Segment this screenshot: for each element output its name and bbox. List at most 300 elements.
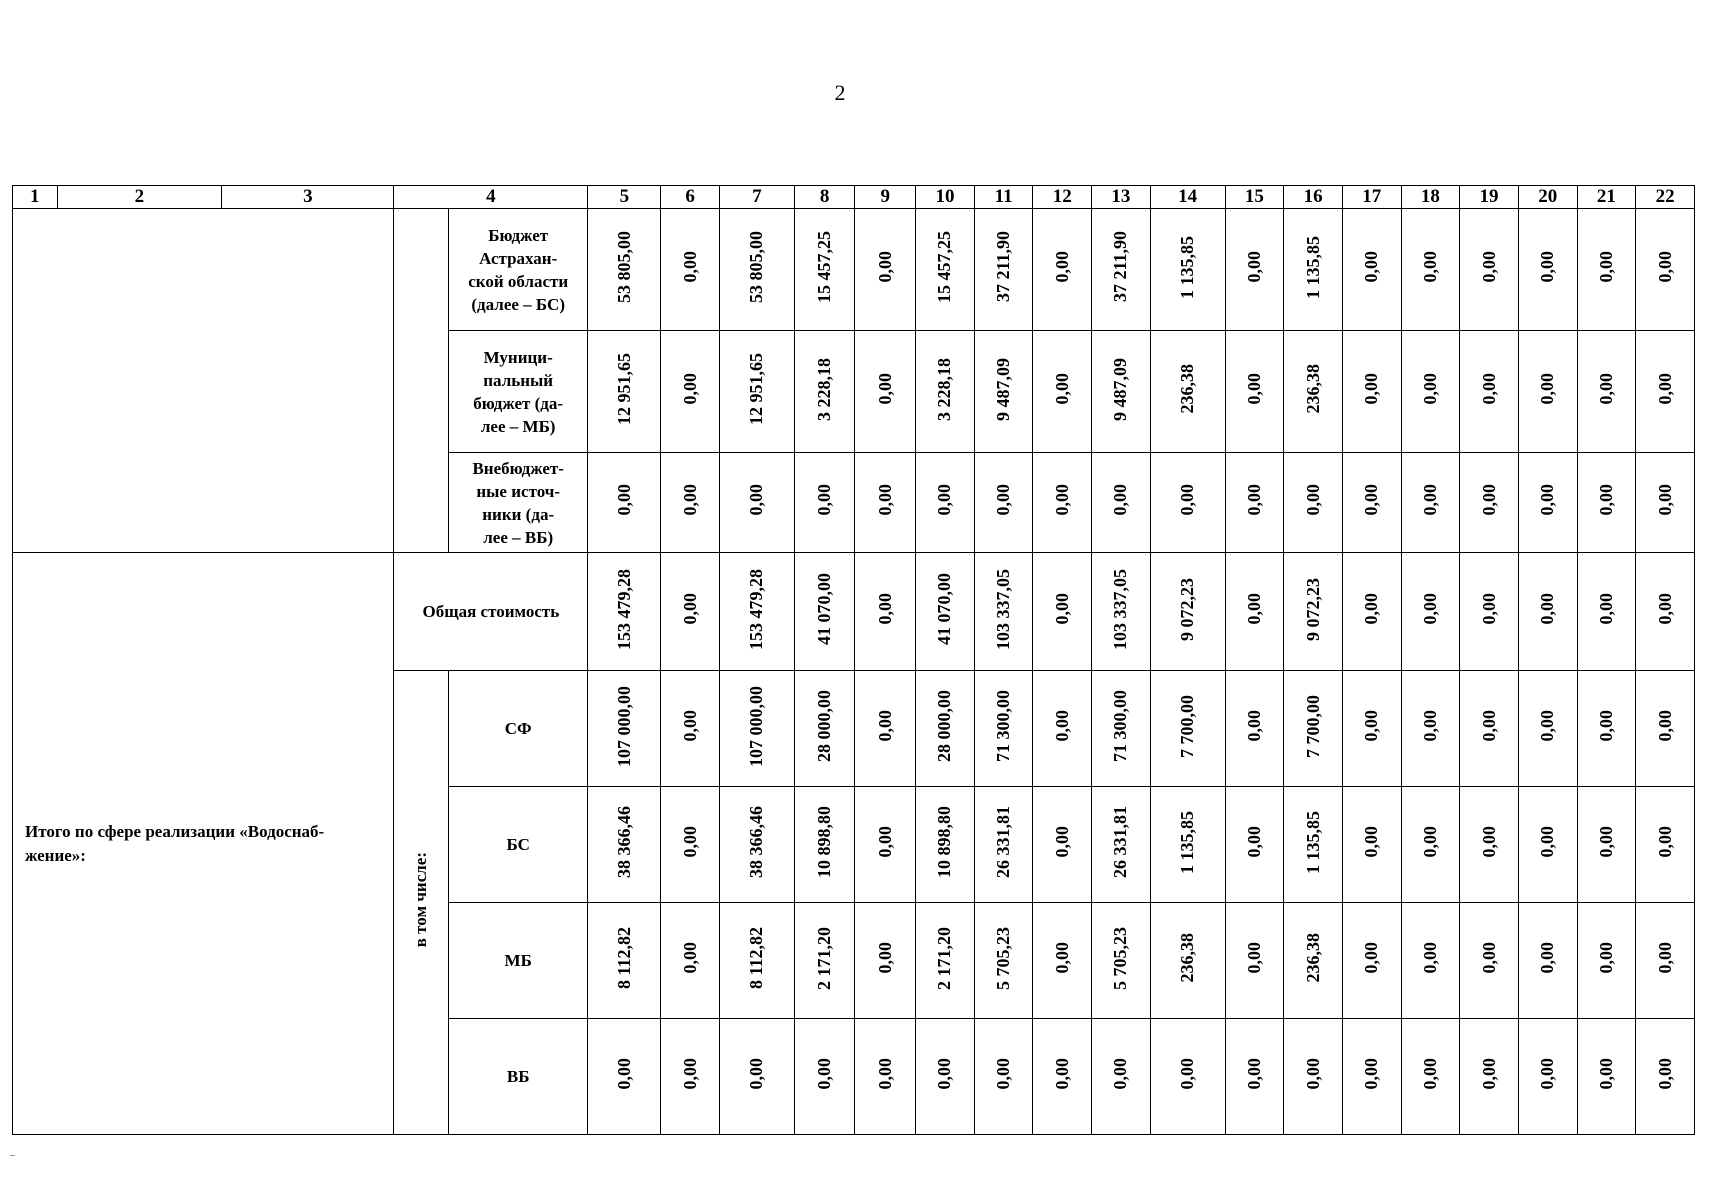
value-cell: [1033, 209, 1092, 331]
value-cell: [974, 903, 1033, 1019]
header-row: [13, 186, 1695, 209]
value-text: 0,00: [1595, 942, 1616, 974]
value-text: 26 331,81: [993, 806, 1014, 878]
header-cell: 13: [1092, 186, 1151, 209]
value-text: 0,00: [1595, 1058, 1616, 1090]
value-text: 0,00: [1595, 826, 1616, 858]
header-cell: 17: [1342, 186, 1401, 209]
value-cell: [1401, 671, 1460, 787]
header-cell: 20: [1518, 186, 1577, 209]
value-text: 0,00: [1419, 826, 1440, 858]
value-text: 0,00: [1243, 373, 1264, 405]
source-label: ВБ: [448, 1019, 588, 1135]
value-cell: [1401, 1019, 1460, 1135]
value-cell: [719, 453, 794, 553]
value-cell: [588, 553, 661, 671]
value-text: 0,00: [679, 484, 700, 516]
value-text: 9 487,09: [1110, 357, 1131, 421]
value-cell: [1092, 903, 1151, 1019]
value-text: 0,00: [1361, 826, 1382, 858]
value-cell: [1092, 209, 1151, 331]
value-text: 0,00: [679, 373, 700, 405]
value-text: 0,00: [1110, 484, 1131, 516]
value-cell: [1150, 209, 1225, 331]
value-text: 0,00: [1537, 251, 1558, 283]
value-text: 71 300,00: [1110, 690, 1131, 762]
value-text: 0,00: [1478, 373, 1499, 405]
value-cell: [661, 671, 720, 787]
value-text: 0,00: [1654, 710, 1675, 742]
value-cell: [1401, 787, 1460, 903]
value-cell: [794, 553, 855, 671]
value-cell: [661, 553, 720, 671]
value-cell: [1577, 331, 1636, 453]
value-text: 0,00: [1537, 710, 1558, 742]
value-cell: [916, 209, 975, 331]
value-cell: [1033, 671, 1092, 787]
value-cell: [1092, 787, 1151, 903]
value-text: 0,00: [1595, 251, 1616, 283]
value-text: 0,00: [1243, 942, 1264, 974]
value-cell: [1092, 331, 1151, 453]
value-text: 0,00: [1654, 1058, 1675, 1090]
value-text: 1 135,85: [1177, 810, 1198, 874]
value-cell: [1150, 331, 1225, 453]
value-cell: [1092, 671, 1151, 787]
header-cell: 8: [794, 186, 855, 209]
value-text: 0,00: [1419, 1058, 1440, 1090]
value-text: 0,00: [1595, 484, 1616, 516]
value-text: 0,00: [874, 593, 895, 625]
value-text: 5 705,23: [1110, 926, 1131, 990]
value-text: 7 700,00: [1302, 694, 1323, 758]
value-cell: [1636, 1019, 1695, 1135]
header-cell: 15: [1225, 186, 1284, 209]
value-cell: [1225, 209, 1284, 331]
value-cell: [1401, 553, 1460, 671]
header-cell: 1: [13, 186, 58, 209]
value-cell: [1150, 553, 1225, 671]
value-cell: [1284, 903, 1343, 1019]
value-cell: [794, 903, 855, 1019]
value-cell: [1636, 331, 1695, 453]
source-label: МБ: [448, 903, 588, 1019]
empty-object-cell: [13, 209, 394, 553]
value-text: 0,00: [1361, 484, 1382, 516]
value-cell: [794, 209, 855, 331]
value-text: 0,00: [1478, 710, 1499, 742]
value-cell: [1636, 671, 1695, 787]
value-text: 0,00: [1654, 826, 1675, 858]
value-cell: [916, 453, 975, 553]
value-cell: [1401, 453, 1460, 553]
value-cell: [1518, 209, 1577, 331]
value-text: 0,00: [1478, 251, 1499, 283]
value-text: 0,00: [746, 484, 767, 516]
value-cell: [719, 1019, 794, 1135]
value-text: 0,00: [1051, 942, 1072, 974]
value-text: 0,00: [1361, 373, 1382, 405]
value-text: 15 457,25: [814, 231, 835, 303]
value-cell: [1033, 903, 1092, 1019]
value-text: 0,00: [1051, 826, 1072, 858]
value-cell: [855, 1019, 916, 1135]
value-cell: [974, 1019, 1033, 1135]
value-text: 0,00: [1654, 942, 1675, 974]
value-text: 0,00: [1537, 593, 1558, 625]
value-text: 0,00: [1361, 942, 1382, 974]
fund-label: Бюджет Астрахан- ской области (далее – БС): [448, 209, 588, 331]
value-cell: [1342, 1019, 1401, 1135]
value-text: 0,00: [1537, 484, 1558, 516]
value-cell: [1225, 553, 1284, 671]
budget-table: [12, 185, 1695, 1135]
value-cell: [1342, 671, 1401, 787]
value-cell: [588, 903, 661, 1019]
value-text: 103 337,05: [1110, 568, 1131, 650]
value-cell: [661, 209, 720, 331]
value-text: 2 171,20: [814, 926, 835, 990]
value-text: 38 366,46: [613, 806, 634, 878]
header-cell: 14: [1150, 186, 1225, 209]
value-text: 8 112,82: [613, 926, 634, 989]
value-cell: [1577, 553, 1636, 671]
value-text: 71 300,00: [993, 690, 1014, 762]
value-text: 1 135,85: [1302, 235, 1323, 299]
value-cell: [794, 331, 855, 453]
value-cell: [1577, 209, 1636, 331]
value-text: 0,00: [1419, 373, 1440, 405]
value-text: 0,00: [1654, 251, 1675, 283]
value-text: 0,00: [679, 251, 700, 283]
value-text: 0,00: [1478, 826, 1499, 858]
value-cell: [1460, 787, 1519, 903]
value-cell: [719, 331, 794, 453]
value-cell: [1033, 787, 1092, 903]
value-text: 3 228,18: [934, 357, 955, 421]
value-cell: [1460, 453, 1519, 553]
value-text: 0,00: [1243, 710, 1264, 742]
value-text: 0,00: [679, 826, 700, 858]
value-cell: [1284, 1019, 1343, 1135]
value-text: 28 000,00: [934, 690, 955, 762]
value-cell: [1577, 671, 1636, 787]
value-cell: [1460, 553, 1519, 671]
value-text: 0,00: [1361, 593, 1382, 625]
value-cell: [916, 787, 975, 903]
value-text: 0,00: [1478, 593, 1499, 625]
value-text: 2 171,20: [934, 926, 955, 990]
value-text: 0,00: [1654, 373, 1675, 405]
value-cell: [661, 331, 720, 453]
value-cell: [1460, 209, 1519, 331]
value-text: 3 228,18: [814, 357, 835, 421]
header-cell: 18: [1401, 186, 1460, 209]
value-text: 0,00: [1419, 942, 1440, 974]
value-cell: [855, 787, 916, 903]
general-cost-label: Общая стоимость: [394, 553, 588, 671]
value-text: 0,00: [1051, 710, 1072, 742]
value-text: 12 951,65: [613, 353, 634, 425]
value-cell: [588, 209, 661, 331]
value-text: 103 337,05: [993, 568, 1014, 650]
value-text: 0,00: [1654, 593, 1675, 625]
value-cell: [1284, 331, 1343, 453]
value-text: 0,00: [1595, 373, 1616, 405]
value-text: 0,00: [613, 1058, 634, 1090]
value-cell: [1225, 903, 1284, 1019]
value-text: 9 072,23: [1302, 577, 1323, 641]
value-text: 41 070,00: [934, 573, 955, 645]
value-text: 0,00: [1177, 1058, 1198, 1090]
value-text: 0,00: [814, 1058, 835, 1090]
value-cell: [1284, 453, 1343, 553]
value-cell: [1033, 331, 1092, 453]
value-text: 0,00: [1302, 1058, 1323, 1090]
header-cell: 6: [661, 186, 720, 209]
value-text: 0,00: [874, 484, 895, 516]
value-text: 0,00: [1243, 593, 1264, 625]
value-cell: [588, 787, 661, 903]
value-cell: [1342, 903, 1401, 1019]
value-text: 153 479,28: [613, 568, 634, 650]
scan-mark: [10, 1155, 15, 1156]
value-cell: [719, 209, 794, 331]
value-text: 41 070,00: [814, 573, 835, 645]
value-cell: [1577, 1019, 1636, 1135]
value-text: 0,00: [1419, 710, 1440, 742]
value-cell: [1092, 1019, 1151, 1135]
value-cell: [1342, 331, 1401, 453]
value-cell: [916, 553, 975, 671]
value-cell: [1518, 331, 1577, 453]
value-text: 0,00: [1419, 593, 1440, 625]
total-title: Итого по сфере реализации «Водоснаб- жение»:: [13, 553, 394, 1135]
value-cell: [1033, 453, 1092, 553]
value-text: 8 112,82: [746, 926, 767, 989]
value-cell: [1225, 787, 1284, 903]
value-text: 107 000,00: [613, 685, 634, 767]
value-text: 0,00: [1478, 1058, 1499, 1090]
header-cell: 7: [719, 186, 794, 209]
value-text: 1 135,85: [1302, 810, 1323, 874]
value-cell: [855, 553, 916, 671]
value-text: 0,00: [874, 826, 895, 858]
value-cell: [1577, 787, 1636, 903]
including-label: [394, 671, 449, 1135]
value-cell: [855, 903, 916, 1019]
value-cell: [719, 671, 794, 787]
value-text: 0,00: [1419, 251, 1440, 283]
value-text: 53 805,00: [613, 231, 634, 303]
value-text: 107 000,00: [746, 685, 767, 767]
including-label-text: в том числе:: [411, 852, 431, 948]
value-text: 0,00: [1595, 710, 1616, 742]
value-text: 7 700,00: [1177, 694, 1198, 758]
value-cell: [588, 453, 661, 553]
header-cell: 9: [855, 186, 916, 209]
value-text: 0,00: [679, 942, 700, 974]
value-text: 0,00: [1537, 942, 1558, 974]
value-cell: [1033, 553, 1092, 671]
value-text: 0,00: [1243, 484, 1264, 516]
header-cell: 5: [588, 186, 661, 209]
value-text: 9 072,23: [1177, 577, 1198, 641]
value-text: 0,00: [1537, 826, 1558, 858]
header-cell: 4: [394, 186, 588, 209]
value-text: 0,00: [993, 484, 1014, 516]
value-text: 5 705,23: [993, 926, 1014, 990]
value-cell: [794, 453, 855, 553]
value-cell: [1033, 1019, 1092, 1135]
value-cell: [974, 453, 1033, 553]
value-text: 0,00: [1051, 373, 1072, 405]
value-cell: [1518, 453, 1577, 553]
value-text: 0,00: [1537, 373, 1558, 405]
value-text: 9 487,09: [993, 357, 1014, 421]
value-cell: [916, 331, 975, 453]
value-text: 153 479,28: [746, 568, 767, 650]
value-cell: [1636, 453, 1695, 553]
value-cell: [1460, 671, 1519, 787]
header-cell: 22: [1636, 186, 1695, 209]
value-cell: [974, 553, 1033, 671]
value-cell: [1636, 209, 1695, 331]
source-label: БС: [448, 787, 588, 903]
value-text: 1 135,85: [1177, 235, 1198, 299]
header-cell: 12: [1033, 186, 1092, 209]
value-cell: [1342, 209, 1401, 331]
header-cell: 2: [57, 186, 222, 209]
value-cell: [1636, 787, 1695, 903]
empty-including-cell: [394, 209, 449, 553]
value-text: 0,00: [1419, 484, 1440, 516]
value-text: 236,38: [1302, 364, 1323, 414]
value-cell: [1284, 787, 1343, 903]
value-text: 0,00: [1478, 484, 1499, 516]
value-cell: [1150, 1019, 1225, 1135]
value-cell: [1518, 903, 1577, 1019]
header-cell: 3: [222, 186, 394, 209]
value-text: 37 211,90: [1110, 231, 1131, 303]
value-text: 0,00: [746, 1058, 767, 1090]
value-cell: [1518, 671, 1577, 787]
value-cell: [661, 903, 720, 1019]
value-cell: [1460, 331, 1519, 453]
value-text: 0,00: [679, 1058, 700, 1090]
value-cell: [794, 671, 855, 787]
value-text: 0,00: [1051, 484, 1072, 516]
value-text: 0,00: [679, 593, 700, 625]
value-cell: [1284, 209, 1343, 331]
fund-label: Муници- пальный бюджет (да- лее – МБ): [448, 331, 588, 453]
value-text: 15 457,25: [934, 231, 955, 303]
value-cell: [1342, 787, 1401, 903]
value-text: 0,00: [874, 1058, 895, 1090]
value-text: 10 898,80: [814, 806, 835, 878]
fund-label: Внебюджет- ные источ- ники (да- лее – ВБ): [448, 453, 588, 553]
value-text: 0,00: [1051, 1058, 1072, 1090]
value-cell: [1518, 1019, 1577, 1135]
value-cell: [1225, 1019, 1284, 1135]
value-text: 0,00: [1177, 484, 1198, 516]
value-text: 0,00: [993, 1058, 1014, 1090]
value-cell: [1342, 553, 1401, 671]
value-cell: [1460, 1019, 1519, 1135]
value-cell: [1401, 209, 1460, 331]
value-text: 0,00: [934, 1058, 955, 1090]
value-cell: [588, 671, 661, 787]
value-cell: [1225, 671, 1284, 787]
value-text: 53 805,00: [746, 231, 767, 303]
value-text: 0,00: [1110, 1058, 1131, 1090]
value-text: 0,00: [874, 710, 895, 742]
value-text: 236,38: [1302, 933, 1323, 983]
value-text: 26 331,81: [1110, 806, 1131, 878]
value-text: 0,00: [1654, 484, 1675, 516]
header-cell: 16: [1284, 186, 1343, 209]
value-cell: [719, 553, 794, 671]
value-cell: [855, 453, 916, 553]
value-cell: [1636, 553, 1695, 671]
value-cell: [661, 787, 720, 903]
header-cell: 11: [974, 186, 1033, 209]
value-cell: [1150, 453, 1225, 553]
header-cell: 21: [1577, 186, 1636, 209]
value-cell: [661, 453, 720, 553]
value-text: 0,00: [1243, 826, 1264, 858]
value-text: 0,00: [874, 373, 895, 405]
value-cell: [855, 209, 916, 331]
value-text: 12 951,65: [746, 353, 767, 425]
value-text: 28 000,00: [814, 690, 835, 762]
value-text: 0,00: [1595, 593, 1616, 625]
table-row: [13, 209, 1695, 331]
value-cell: [794, 1019, 855, 1135]
value-cell: [1225, 331, 1284, 453]
source-label: СФ: [448, 671, 588, 787]
value-text: 0,00: [1537, 1058, 1558, 1090]
value-cell: [719, 903, 794, 1019]
value-cell: [1401, 903, 1460, 1019]
value-cell: [1150, 903, 1225, 1019]
value-cell: [1401, 331, 1460, 453]
value-text: 0,00: [1361, 710, 1382, 742]
value-cell: [719, 787, 794, 903]
value-text: 0,00: [874, 251, 895, 283]
value-text: 0,00: [1243, 1058, 1264, 1090]
value-text: 0,00: [613, 484, 634, 516]
value-cell: [588, 331, 661, 453]
value-cell: [1342, 453, 1401, 553]
table-row: [13, 553, 1695, 671]
value-text: 236,38: [1177, 933, 1198, 983]
value-text: 0,00: [1302, 484, 1323, 516]
value-cell: [588, 1019, 661, 1135]
value-cell: [1518, 553, 1577, 671]
value-text: 0,00: [1361, 251, 1382, 283]
value-text: 0,00: [1051, 251, 1072, 283]
value-cell: [974, 671, 1033, 787]
value-cell: [916, 903, 975, 1019]
value-text: 0,00: [679, 710, 700, 742]
value-text: 236,38: [1177, 364, 1198, 414]
value-text: 0,00: [1361, 1058, 1382, 1090]
value-cell: [1150, 787, 1225, 903]
value-cell: [1518, 787, 1577, 903]
page-number: 2: [834, 80, 846, 105]
value-cell: [974, 787, 1033, 903]
